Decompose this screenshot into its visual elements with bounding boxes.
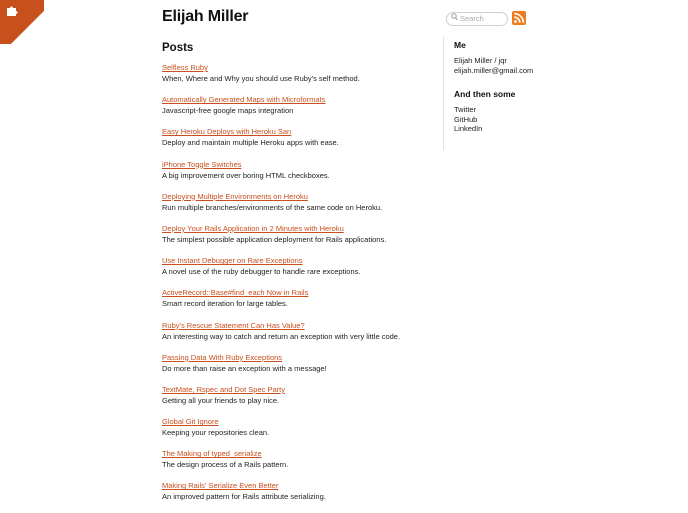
post-link[interactable]: Selfless Ruby (162, 63, 208, 72)
sidebar-me-email[interactable]: elijah.miller@gmail.com (454, 65, 534, 75)
post-link[interactable]: Automatically Generated Maps with Microformats (162, 95, 326, 105)
post-item (162, 480, 432, 512)
post-item (162, 223, 432, 255)
post-desc: When, Where and Why you should use Ruby's self method. (162, 74, 360, 83)
posts-heading: Posts (162, 42, 194, 54)
post-link[interactable]: iPhone Toggle Switches (162, 159, 242, 169)
post-link[interactable]: Easy Heroku Deploys with Heroku San (162, 127, 292, 137)
sidebar-me-name: Elijah Miller / jqr (454, 56, 507, 65)
sidebar-link-github[interactable]: GitHub (454, 114, 478, 124)
post-link[interactable]: Passing Data With Ruby Exceptions (162, 352, 283, 362)
post-item (162, 62, 432, 94)
post-desc: An interesting way to catch and return an exception with very little code. (162, 331, 401, 341)
post-desc: Deploy and maintain multiple Heroku apps with ease. (162, 138, 339, 148)
post-item (162, 352, 432, 384)
post-desc: An improved pattern for Rails attribute serializing. (162, 492, 326, 502)
post-item (162, 191, 432, 223)
puzzle-icon (5, 4, 19, 18)
post-link[interactable]: Ruby's Rescue Statement Can Has Value? (162, 320, 305, 330)
sidebar-link-twitter[interactable]: Twitter (454, 105, 477, 114)
post-item (162, 159, 432, 191)
post-desc: Javascript-free google maps integration (162, 106, 294, 116)
post-desc: The simplest possible application deployment for Rails applications. (162, 234, 387, 244)
sidebar (443, 36, 583, 150)
post-item (162, 320, 432, 352)
post-link[interactable]: Deploying Multiple Environments on Heroku (162, 191, 308, 201)
post-desc: Keeping your repositories clean. (162, 428, 270, 438)
rss-icon[interactable] (512, 11, 526, 25)
post-link[interactable]: Making Rails' Serialize Even Better (162, 481, 279, 491)
post-link[interactable]: Deploy Your Rails Application in 2 Minutes with Heroku (162, 223, 344, 233)
post-link[interactable]: TextMate, Rspec and Dot Spec Party (162, 384, 285, 394)
post-link[interactable]: The Making of typed_serialize (162, 449, 262, 459)
post-link[interactable]: Global Git Ignore (162, 417, 219, 427)
sidebar-link-linkedin[interactable]: LinkedIn (454, 124, 483, 133)
post-item (162, 384, 432, 416)
post-item (162, 287, 432, 319)
post-desc: Do more than raise an exception with a message! (162, 363, 327, 373)
search-placeholder: Search (460, 14, 484, 23)
post-desc: Smart record iteration for large tables. (162, 299, 288, 309)
post-item (162, 94, 432, 126)
post-desc: A novel use of the ruby debugger to handle rare exceptions. (162, 267, 361, 277)
post-item (162, 448, 432, 480)
sidebar-heading-me: Me (454, 40, 466, 50)
search-icon (451, 13, 458, 26)
post-link[interactable]: ActiveRecord::Base#find_each Now in Rails (162, 288, 309, 298)
post-list (162, 62, 432, 513)
corner-badge[interactable] (0, 0, 44, 44)
post-item (162, 416, 432, 448)
post-link[interactable]: Use Instant Debugger on Rare Exceptions (162, 256, 303, 266)
post-item (162, 255, 432, 287)
post-desc: Getting all your friends to play nice. (162, 395, 280, 405)
search-input[interactable] (446, 12, 508, 26)
post-desc: Run multiple branches/environments of the same code on Heroku. (162, 202, 383, 212)
post-desc: The design process of a Rails pattern. (162, 460, 289, 470)
post-desc: A big improvement over boring HTML checkboxes. (162, 170, 330, 180)
site-title[interactable]: Elijah Miller (162, 8, 249, 25)
sidebar-heading-links: And then some (454, 89, 516, 99)
post-item (162, 126, 432, 158)
